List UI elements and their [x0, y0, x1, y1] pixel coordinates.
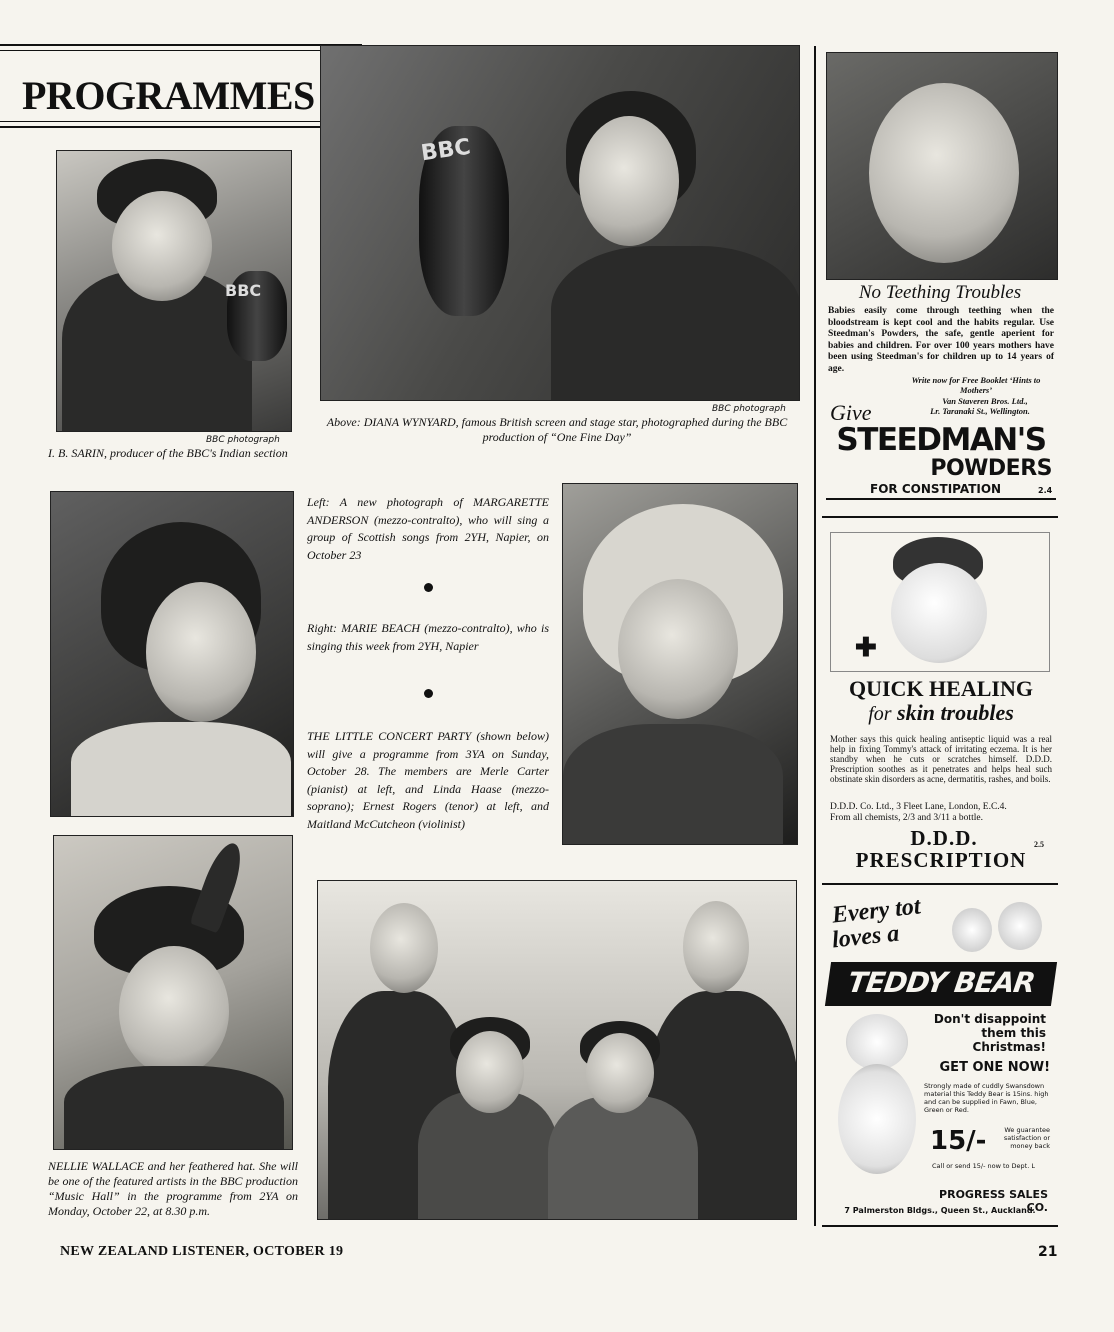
ad-give: Give	[830, 400, 872, 425]
photo-baby	[826, 52, 1058, 280]
mic-label: BBC	[419, 134, 473, 167]
ad-product: PRESCRIPTION	[855, 848, 1027, 872]
ad-price: 15/-	[930, 1126, 987, 1156]
ad-cta: GET ONE NOW!	[939, 1060, 1050, 1075]
figure-face	[119, 946, 229, 1076]
ad-body: Babies easily come through teething when the bloodstream is kept cool and the habits regular. Use Steedman's Powders, the safe, gentle aperient for babies and children. For over 100 years mothers have been using Steedman's for children up to 14 years of age.	[828, 306, 1054, 374]
ad-body: Strongly made of cuddly Swansdown material this Teddy Bear is 15ins. high and can be supplied in Fawn, Blue, Green or Red.	[924, 1082, 1049, 1114]
ad-company: D.D.D. Co. Ltd., 3 Fleet Lane, London, E.C.4.	[830, 802, 1007, 812]
plus-icon: ✚	[855, 633, 877, 662]
baby-face	[869, 83, 1019, 263]
ad-product: POWDERS	[930, 456, 1052, 481]
figure-face	[586, 1033, 654, 1113]
ad-divider	[822, 1225, 1058, 1227]
ad-teddy-bear	[820, 893, 1060, 1221]
ad-brand-banner	[825, 962, 1057, 1006]
figure-face	[370, 903, 438, 993]
header-box	[0, 44, 362, 128]
figure-body	[551, 246, 800, 401]
footer-publication: NEW ZEALAND LISTENER, OCTOBER 19	[60, 1244, 344, 1259]
ad-skin-troubles: skin troubles	[897, 700, 1014, 725]
ad-code: 2.5	[1034, 840, 1044, 849]
photo-concert-party	[317, 880, 797, 1220]
photo-marie-beach	[562, 483, 798, 845]
ad-ddd	[820, 530, 1060, 875]
ad-address: 7 Palmerston Bldgs., Queen St., Auckland.	[844, 1206, 1036, 1215]
boy-face	[891, 563, 987, 663]
ad-address: Van Staveren Bros. Ltd.,	[942, 396, 1028, 406]
caption-wallace: NELLIE WALLACE and her feathered hat. She will be one of the featured artists in the BBC production “Music Hall” in the programme from 2YA on Monday, October 22, at 8.30 p.m.	[48, 1159, 298, 1218]
ad-divider	[822, 516, 1058, 518]
child-face	[952, 908, 992, 952]
bullet-dot	[424, 689, 433, 698]
ad-pitch: Don't disappoint them this Christmas!	[933, 1012, 1046, 1054]
caption-sarin: I. B. SARIN, producer of the BBC's Indian section	[48, 446, 288, 460]
ad-guarantee: We guarantee satisfaction or money back	[1003, 1126, 1050, 1150]
illustration-boy	[830, 532, 1050, 672]
mic-label: BBC	[225, 281, 262, 300]
figure-face	[146, 582, 256, 722]
ad-headline: No Teething Troubles	[858, 282, 1022, 303]
teddy-bear-illustration	[828, 1014, 924, 1194]
ad-script-line: loves a	[830, 920, 901, 954]
ad-order: Call or send 15/- now to Dept. L	[932, 1162, 1035, 1170]
figure-body	[64, 1066, 284, 1150]
ad-address: Lr. Taranaki St., Wellington.	[930, 406, 1030, 416]
figure-face	[456, 1031, 524, 1113]
ad-company: PROGRESS SALES CO.	[939, 1188, 1048, 1214]
ad-for: for	[868, 703, 892, 725]
caption-beach: Right: MARIE BEACH (mezzo-contralto), who is singing this week from 2YH, Napier	[307, 621, 549, 653]
page-title: PROGRAMMES	[22, 73, 315, 118]
bear-head	[846, 1014, 908, 1070]
ad-booklet: Write now for Free Booklet ‘Hints to Mothers’	[911, 375, 1041, 395]
caption-wynyard: Above: DIANA WYNYARD, famous British screen and stage star, photographed during the BBC production of “One Fine Day”	[326, 415, 788, 444]
ad-divider	[822, 883, 1058, 885]
photo-ib-sarin	[56, 150, 292, 432]
photo-nellie-wallace	[53, 835, 293, 1150]
column-divider	[814, 46, 816, 1226]
ad-code: 2.4	[1038, 486, 1053, 495]
photo-credit: BBC photograph	[206, 435, 280, 445]
ad-brand: STEEDMAN'S	[836, 422, 1046, 458]
caption-concert-party: THE LITTLE CONCERT PARTY (shown below) will give a programme from 3YA on Sunday, October 28. The members are Merle Carter (pianist) at left, and Linda Haase (mezzo-soprano); Ernest Rogers (tenor) at left, and Maitland McCutcheon (violinist)	[307, 729, 549, 831]
figure-face	[683, 901, 749, 993]
figure-body	[71, 722, 291, 817]
caption-anderson: Left: A new photograph of MARGARETTE ANDERSON (mezzo-contralto), who will sing a group of Scottish songs from 2YH, Napier, on October 23	[307, 495, 549, 562]
bear-body	[838, 1064, 916, 1174]
ad-script-line: Every tot	[830, 893, 922, 929]
figure-face	[579, 116, 679, 246]
figure-body	[548, 1096, 698, 1220]
ad-brand: TEDDY BEAR	[845, 966, 1037, 999]
child-face	[998, 902, 1042, 950]
ad-headline: QUICK HEALING	[849, 676, 1033, 701]
ad-steedman	[820, 50, 1060, 500]
footer-page-number: 21	[1038, 1244, 1058, 1260]
photo-margarette-anderson	[50, 491, 294, 817]
bullet-dot	[424, 583, 433, 592]
ad-rule	[826, 498, 1056, 500]
figure-body	[563, 724, 783, 845]
figure-face	[618, 579, 738, 719]
ad-brand: D.D.D.	[910, 826, 978, 850]
figure-face	[112, 191, 212, 301]
photo-credit: BBC photograph	[712, 404, 786, 414]
children-illustration	[948, 898, 1048, 958]
ad-subheadline	[828, 700, 1054, 726]
photo-diana-wynyard	[320, 45, 800, 401]
ad-tagline: FOR CONSTIPATION	[870, 482, 1002, 496]
ad-body: Mother says this quick healing antiseptic liquid was a real help in fixing Tommy's attack of irritating eczema. It is her standby when he cuts or scratches himself. D.D.D. Prescription soothes as it penetrates and helps heal such obstinate skin disorders as acne, dermatitis, rashes, and boils.	[830, 734, 1052, 784]
ad-price: From all chemists, 2/3 and 3/11 a bottle.	[830, 813, 983, 823]
